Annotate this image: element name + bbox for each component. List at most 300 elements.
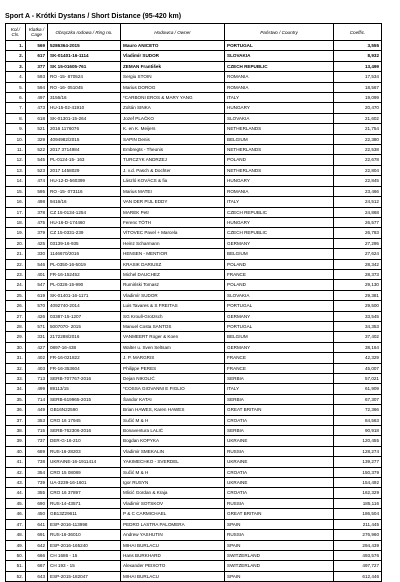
ring-number-cell: 89113/15 [48, 384, 121, 394]
place-cell: 29. [6, 332, 26, 342]
country-cell: CROATIA [225, 467, 334, 477]
place-cell: 3. [6, 61, 26, 71]
country-cell: UKRAINE [225, 457, 334, 467]
ring-number-cell: FR-16-353604 [48, 363, 121, 373]
place-cell: 1. [6, 41, 26, 51]
country-cell: SWITZERLAND [225, 550, 334, 560]
place-cell: 18. [6, 217, 26, 227]
cage-cell: 521 [26, 124, 48, 134]
header-coefficient: Coeffic. [334, 24, 382, 41]
owner-cell: Manuel Costa SANTOS [121, 321, 225, 331]
place-cell: 26. [6, 301, 26, 311]
owner-cell: Brian HAWES, Karen HAWES [121, 405, 225, 415]
cage-cell: 499 [26, 384, 48, 394]
table-row [6, 176, 382, 186]
place-cell: 32. [6, 363, 26, 373]
owner-cell: Jozef PLAČKO [121, 113, 225, 123]
place-cell: 28. [6, 321, 26, 331]
owner-cell: Vladimir SMEKALIN [121, 446, 225, 456]
table-row [6, 186, 382, 196]
place-cell: 42. [6, 467, 26, 477]
owner-cell: Philippe PERES [121, 363, 225, 373]
ring-number-cell: FR-16-152452 [48, 269, 121, 279]
table-row [6, 321, 382, 331]
country-cell: GERMANY [225, 238, 334, 248]
cage-cell: 378 [26, 207, 48, 217]
place-cell: 8. [6, 113, 26, 123]
table-row [6, 41, 382, 51]
ring-number-cell: SK-01301-15-264 [48, 113, 121, 123]
owner-cell: Heinz Scharmann [121, 238, 225, 248]
coefficient-cell: 150,379 [334, 467, 382, 477]
ring-number-cell: FR-16-021822 [48, 353, 121, 363]
place-cell: 6. [6, 93, 26, 103]
coefficient-cell: 128,274 [334, 446, 382, 456]
owner-cell: László KOVÁCS & fia [121, 176, 225, 186]
ring-number-cell: HU-12-D-560399 [48, 176, 121, 186]
table-row [6, 280, 382, 290]
owner-cell: Zoltán SINKA [121, 103, 225, 113]
cage-cell: 643 [26, 571, 48, 581]
country-cell: SERBIA [225, 374, 334, 384]
owner-cell: Marius MATEI [121, 186, 225, 196]
country-cell: POLAND [225, 259, 334, 269]
country-cell: NETHERLANDS [225, 145, 334, 155]
ring-number-cell: RUS-14-43571 [48, 498, 121, 508]
coefficient-cell: 28,342 [334, 259, 382, 269]
coefficient-cell: 38,164 [334, 342, 382, 352]
place-cell: 45. [6, 498, 26, 508]
coefficient-cell: 22,804 [334, 165, 382, 175]
cage-cell: 497 [26, 93, 48, 103]
coefficient-cell: 21,754 [334, 124, 382, 134]
coefficient-cell: 28,373 [334, 269, 382, 279]
cage-cell: 450 [26, 509, 48, 519]
coefficient-cell: 24,512 [334, 197, 382, 207]
country-cell: SERBIA [225, 394, 334, 404]
table-row [6, 113, 382, 123]
coefficient-cell: 33,545 [334, 311, 382, 321]
coefficient-cell: 90,918 [334, 426, 382, 436]
ring-number-cell: RUS-16-28203 [48, 446, 121, 456]
ring-number-cell: GB13Z29611 [48, 509, 121, 519]
ring-number-cell: CRO 16 37897 [48, 488, 121, 498]
coefficient-cell: 37,402 [334, 332, 382, 342]
ring-number-cell: 2017 3714984 [48, 145, 121, 155]
table-row [6, 103, 382, 113]
cage-cell: 475 [26, 217, 48, 227]
country-cell: BELGIUM [225, 134, 334, 144]
owner-cell: VANMEERT Roger & Koen [121, 332, 225, 342]
place-cell: 7. [6, 103, 26, 113]
cage-cell: 425 [26, 238, 48, 248]
cage-cell: 449 [26, 405, 48, 415]
coefficient-cell: 185,116 [334, 498, 382, 508]
owner-cell: Vladimír SUDOR [121, 290, 225, 300]
ring-number-cell: CZ 15-0331-239 [48, 228, 121, 238]
cage-cell: 619 [26, 290, 48, 300]
owner-cell: J. v.d. Pasch & Dochter [121, 165, 225, 175]
cage-cell: 330 [26, 249, 48, 259]
ring-number-cell: PL-0124-15- 163 [48, 155, 121, 165]
table-row [6, 332, 382, 342]
table-row [6, 207, 382, 217]
table-row [6, 145, 382, 155]
country-cell: SERBIA [225, 426, 334, 436]
ring-number-cell: CH 1686 - 15 [48, 550, 121, 560]
ring-number-cell: 5007070- 2015 [48, 321, 121, 331]
ring-number-cell: PL-0350-16-5019 [48, 259, 121, 269]
coefficient-cell: 42,329 [334, 353, 382, 363]
coefficient-cell: 20,470 [334, 103, 382, 113]
country-cell: PORTUGAL [225, 41, 334, 51]
place-cell: 4. [6, 72, 26, 82]
coefficient-cell: 57,021 [334, 374, 382, 384]
ring-number-cell: CRO 16 17945 [48, 415, 121, 425]
cage-cell: 329 [26, 134, 48, 144]
country-cell: CZECH REPUBLIC [225, 228, 334, 238]
table-row [6, 290, 382, 300]
owner-cell: P & C CARMICHAEL [121, 509, 225, 519]
country-cell: BELGIUM [225, 332, 334, 342]
owner-cell: YAKIMECHKO - SVERDEL [121, 457, 225, 467]
coefficient-cell: 19,099 [334, 93, 382, 103]
cage-cell: 666 [26, 550, 48, 560]
ring-number-cell: RUS-16-36010 [48, 530, 121, 540]
table-row [6, 311, 382, 321]
table-row [6, 478, 382, 488]
country-cell: ROMANIA [225, 186, 334, 196]
coefficient-cell: 45,007 [334, 363, 382, 373]
country-cell: HUNGARY [225, 217, 334, 227]
owner-cell: MIHAI BURLACU [121, 571, 225, 581]
place-cell: 2. [6, 51, 26, 61]
place-cell: 47. [6, 519, 26, 529]
header-ring: Obrączka rodowa / Ring no. [48, 24, 121, 41]
owner-cell: *COSSA GIOVANNI E FIGLIO [121, 384, 225, 394]
owner-cell: Mauro ANICETO [121, 41, 225, 51]
country-cell: SLOVAKIA [225, 290, 334, 300]
place-cell: 48. [6, 530, 26, 540]
owner-cell: Bogdan KOPYKA [121, 436, 225, 446]
coefficient-cell: 26,577 [334, 217, 382, 227]
ring-number-cell: CRO 15 08089 [48, 467, 121, 477]
country-cell: RUSSIA [225, 530, 334, 540]
cage-cell: 331 [26, 332, 48, 342]
table-row [6, 51, 382, 61]
ring-number-cell: SERB-762306-2016 [48, 426, 121, 436]
place-cell: 35. [6, 394, 26, 404]
results-table-body [6, 41, 382, 582]
table-row [6, 155, 382, 165]
header-owner: Hodowca / Owner [121, 24, 225, 41]
cage-cell: 569 [26, 41, 48, 51]
owner-cell: HENSEN - MENTIOR [121, 249, 225, 259]
cage-cell: 715 [26, 426, 48, 436]
table-row [6, 93, 382, 103]
coefficient-cell: 21,602 [334, 113, 382, 123]
table-row [6, 405, 382, 415]
place-cell: 9. [6, 124, 26, 134]
cage-cell: 618 [26, 113, 48, 123]
country-cell: NETHERLANDS [225, 124, 334, 134]
coefficient-cell: 186,504 [334, 509, 382, 519]
ring-number-cell: PL-0326-15-990 [48, 280, 121, 290]
owner-cell: Ferenc TÓTH [121, 217, 225, 227]
country-cell: ITALY [225, 93, 334, 103]
country-cell: HUNGARY [225, 176, 334, 186]
ring-number-cell: 1146670/2016 [48, 249, 121, 259]
place-cell: 51. [6, 561, 26, 571]
owner-cell: MAREK Petr [121, 207, 225, 217]
place-cell: 24. [6, 280, 26, 290]
coefficient-cell: 162,329 [334, 488, 382, 498]
owner-cell: Vladimír SUDOR [121, 51, 225, 61]
ring-number-cell: RO -16- 051045 [48, 82, 121, 92]
coefficient-cell: 72,366 [334, 405, 382, 415]
cage-cell: 474 [26, 176, 48, 186]
country-cell: ROMANIA [225, 72, 334, 82]
cage-cell: 739 [26, 478, 48, 488]
country-cell: PORTUGAL [225, 321, 334, 331]
coefficient-cell: 294,439 [334, 540, 382, 550]
owner-cell: Vladimir SOTSKOV [121, 498, 225, 508]
coefficient-cell: 139,277 [334, 457, 382, 467]
place-cell: 44. [6, 488, 26, 498]
country-cell: SPAIN [225, 519, 334, 529]
place-cell: 34. [6, 384, 26, 394]
place-cell: 13. [6, 165, 26, 175]
cage-cell: 498 [26, 197, 48, 207]
cage-cell: 545 [26, 155, 48, 165]
results-table-header [6, 24, 382, 41]
owner-cell: Luis Tavares & S FREITAS [121, 301, 225, 311]
cage-cell: 523 [26, 165, 48, 175]
owner-cell: ZEMAN František [121, 61, 225, 71]
cage-cell: 401 [26, 269, 48, 279]
coefficient-cell: 8,932 [334, 51, 382, 61]
coefficient-cell: 29,130 [334, 280, 382, 290]
coefficient-cell: 29,500 [334, 301, 382, 311]
owner-cell: Igor RUSYN [121, 478, 225, 488]
owner-cell: Šandor KATAI [121, 394, 225, 404]
place-cell: 10. [6, 134, 26, 144]
coefficient-cell: 497,727 [334, 561, 382, 571]
place-cell: 19. [6, 228, 26, 238]
table-row [6, 415, 382, 425]
cage-cell: 427 [26, 342, 48, 352]
table-row [6, 301, 382, 311]
ring-number-cell: UA-3239-16-1601 [48, 478, 121, 488]
ring-number-cell: 2172288/2016 [48, 332, 121, 342]
country-cell: GERMANY [225, 311, 334, 321]
coefficient-cell: 3,555 [334, 41, 382, 51]
place-cell: 23. [6, 269, 26, 279]
owner-cell: Sergiu STOIN [121, 72, 225, 82]
table-row [6, 259, 382, 269]
country-cell: HUNGARY [225, 103, 334, 113]
place-cell: 50. [6, 550, 26, 560]
header-country: Państwo / Country [225, 24, 334, 41]
coefficient-cell: 27,295 [334, 238, 382, 248]
table-row [6, 124, 382, 134]
cage-cell: 473 [26, 103, 48, 113]
owner-cell: SAPIN Denis [121, 134, 225, 144]
table-row [6, 134, 382, 144]
place-cell: 40. [6, 446, 26, 456]
place-cell: 41. [6, 457, 26, 467]
country-cell: SPAIN [225, 571, 334, 581]
ring-number-cell: 0897-16-438 [48, 342, 121, 352]
country-cell: PORTUGAL [225, 301, 334, 311]
table-row [6, 530, 382, 540]
table-row [6, 446, 382, 456]
table-row [6, 238, 382, 248]
owner-cell: Alexander PEIXOTO [121, 561, 225, 571]
cage-cell: 402 [26, 353, 48, 363]
coefficient-cell: 22,380 [334, 134, 382, 144]
coefficient-cell: 24,868 [334, 207, 382, 217]
place-cell: 43. [6, 478, 26, 488]
header-place: Kol./ Cls. [6, 24, 26, 41]
country-cell: POLAND [225, 155, 334, 165]
ring-number-cell: DER-G-16-210 [48, 436, 121, 446]
ring-number-cell: UKRAINE-16-1911414 [48, 457, 121, 467]
country-cell: ITALY [225, 197, 334, 207]
cage-cell: 547 [26, 280, 48, 290]
owner-cell: *CARBONI EROS & MARY YANG [121, 93, 225, 103]
country-cell: ROMANIA [225, 82, 334, 92]
cage-cell: 594 [26, 82, 48, 92]
coefficient-cell: 13,499 [334, 61, 382, 71]
place-cell: 15. [6, 186, 26, 196]
results-table [5, 23, 382, 582]
place-cell: 5. [6, 82, 26, 92]
cage-cell: 641 [26, 519, 48, 529]
ring-number-cell: 4092740-2014 [48, 301, 121, 311]
ring-number-cell: SK 15-01605-761 [48, 61, 121, 71]
place-cell: 12. [6, 155, 26, 165]
place-cell: 30. [6, 342, 26, 352]
coefficient-cell: 493,576 [334, 550, 382, 560]
country-cell: CZECH REPUBLIC [225, 207, 334, 217]
owner-cell: PEDRO LASTRA PALOMERA [121, 519, 225, 529]
coefficient-cell: 27,624 [334, 249, 382, 259]
owner-cell: VAN DER PIJL EDDY [121, 197, 225, 207]
country-cell: FRANCE [225, 363, 334, 373]
country-cell: POLAND [225, 280, 334, 290]
table-row [6, 82, 382, 92]
table-row [6, 571, 382, 581]
header-row [6, 24, 382, 41]
place-cell: 39. [6, 436, 26, 446]
cage-cell: 642 [26, 540, 48, 550]
ring-number-cell: GB16N22590 [48, 405, 121, 415]
country-cell: CROATIA [225, 488, 334, 498]
country-cell: RUSSIA [225, 498, 334, 508]
ring-number-cell: ESP-2016-113998 [48, 519, 121, 529]
country-cell: GREAT BRITAIN [225, 405, 334, 415]
cage-cell: 667 [26, 561, 48, 571]
table-row [6, 467, 382, 477]
place-cell: 21. [6, 249, 26, 259]
country-cell: GERMANY [225, 342, 334, 352]
owner-cell: Michel DAUCHEZ [121, 269, 225, 279]
owner-cell: Mlicić Gordan & Kraja [121, 488, 225, 498]
country-cell: RUSSIA [225, 446, 334, 456]
ring-number-cell: ESP-2015-182047 [48, 571, 121, 581]
coefficient-cell: 154,492 [334, 478, 382, 488]
owner-cell: Sučić M & H [121, 467, 225, 477]
table-row [6, 436, 382, 446]
ring-number-cell: 5286364-2015 [48, 41, 121, 51]
country-cell: FRANCE [225, 269, 334, 279]
place-cell: 17. [6, 207, 26, 217]
coefficient-cell: 276,960 [334, 530, 382, 540]
ring-number-cell: 3156/16 [48, 93, 121, 103]
country-cell: FRANCE [225, 353, 334, 363]
place-cell: 36. [6, 405, 26, 415]
table-row [6, 561, 382, 571]
ring-number-cell: SK-01401-16-1114 [48, 51, 121, 61]
cage-cell: 379 [26, 228, 48, 238]
owner-cell: Hans BURKHARD [121, 550, 225, 560]
table-row [6, 217, 382, 227]
table-row [6, 519, 382, 529]
header-cage: Klatka / Cage [26, 24, 48, 41]
country-cell: ITALY [225, 384, 334, 394]
table-row [6, 540, 382, 550]
ring-number-cell: SK-01401-16-1171 [48, 290, 121, 300]
table-row [6, 228, 382, 238]
ring-number-cell: 4094982/2015 [48, 134, 121, 144]
place-cell: 33. [6, 374, 26, 384]
table-row [6, 165, 382, 175]
table-row [6, 509, 382, 519]
ring-number-cell: CZ 15-0134-1254 [48, 207, 121, 217]
cage-cell: 617 [26, 51, 48, 61]
table-row [6, 342, 382, 352]
place-cell: 14. [6, 176, 26, 186]
owner-cell: MIHAI BURLACU [121, 540, 225, 550]
owner-cell: Bonaventura LALIĆ [121, 426, 225, 436]
place-cell: 46. [6, 509, 26, 519]
cage-cell: 691 [26, 530, 48, 540]
cage-cell: 426 [26, 311, 48, 321]
country-cell: GREAT BRITAIN [225, 509, 334, 519]
owner-cell: Rumiński Tomasz [121, 280, 225, 290]
table-row [6, 61, 382, 71]
cage-cell: 713 [26, 374, 48, 384]
country-cell: CROATIA [225, 415, 334, 425]
country-cell: SWITZERLAND [225, 561, 334, 571]
owner-cell: Sučić M & H [121, 415, 225, 425]
country-cell: BELGIUM [225, 249, 334, 259]
cage-cell: 714 [26, 394, 48, 404]
table-row [6, 498, 382, 508]
ring-number-cell: HU-16-D-174460 [48, 217, 121, 227]
ring-number-cell: 2016 1176076 [48, 124, 121, 134]
place-cell: 49. [6, 540, 26, 550]
cage-cell: 522 [26, 145, 48, 155]
ring-number-cell: HU-15-02-41910 [48, 103, 121, 113]
cage-cell: 571 [26, 321, 48, 331]
coefficient-cell: 18,567 [334, 82, 382, 92]
place-cell: 25. [6, 290, 26, 300]
country-cell: CZECH REPUBLIC [225, 61, 334, 71]
place-cell: 31. [6, 353, 26, 363]
table-row [6, 374, 382, 384]
